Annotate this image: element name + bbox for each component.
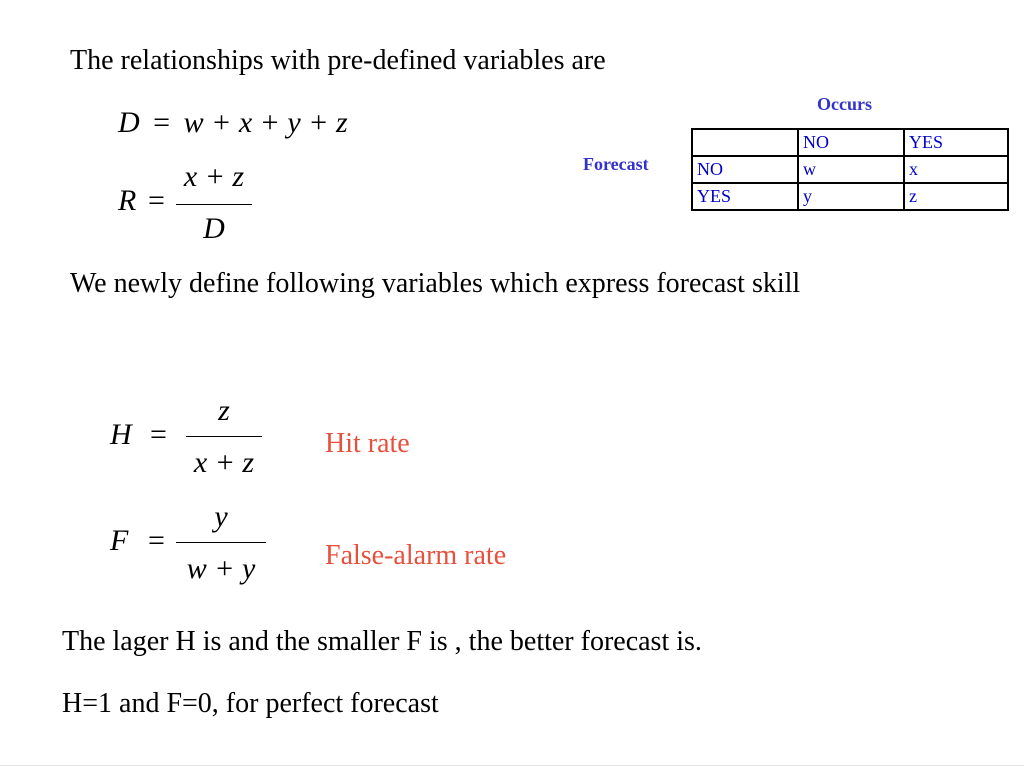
eq-h-lhs: H — [110, 418, 132, 451]
table-header-cell: YES — [904, 129, 1008, 156]
eq-d-lhs: D — [118, 106, 140, 139]
table-cell: y — [798, 183, 904, 210]
bottom-divider — [0, 765, 1024, 766]
eq-r-denominator: D — [203, 212, 225, 245]
eq-d-rhs: w + x + y + z — [183, 106, 348, 139]
intro-text: The relationships with pre-defined variables are — [70, 45, 606, 76]
conclusion-line-1: The lager H is and the smaller F is , the better forecast is. — [62, 626, 702, 657]
conclusion-line-2: H=1 and F=0, for perfect forecast — [62, 688, 439, 719]
eq-f-numerator: y — [214, 500, 228, 533]
table-header-row — [692, 129, 1008, 156]
eq-h-denominator: x + z — [193, 446, 255, 479]
table-cell: z — [904, 183, 1008, 210]
eq-h-numerator: z — [218, 394, 230, 427]
table-header-cell: NO — [798, 129, 904, 156]
eq-r-lhs: R — [118, 184, 137, 217]
contingency-table — [691, 128, 1009, 211]
false-alarm-rate-label: False-alarm rate — [325, 540, 507, 571]
occurs-label: Occurs — [817, 94, 872, 114]
eq-r-fraction-bar — [176, 204, 252, 205]
define-text: We newly define following variables which express forecast skill — [70, 268, 801, 299]
eq-h-equals: = — [150, 418, 167, 451]
table-cell: w — [798, 156, 904, 183]
eq-f-fraction-bar — [176, 542, 266, 543]
eq-f-lhs: F — [110, 524, 129, 557]
table-row — [692, 183, 1008, 210]
table-row-header: NO — [692, 156, 798, 183]
table-cell: x — [904, 156, 1008, 183]
table-row-header: YES — [692, 183, 798, 210]
eq-f-denominator: w + y — [186, 552, 256, 585]
table-row — [692, 156, 1008, 183]
equation-d — [118, 106, 348, 140]
hit-rate-label: Hit rate — [325, 428, 410, 459]
eq-f-equals: = — [148, 524, 165, 557]
eq-d-equals: = — [153, 106, 171, 139]
eq-h-fraction-bar — [186, 436, 262, 437]
forecast-label: Forecast — [583, 154, 649, 174]
table-header-cell — [692, 129, 798, 156]
eq-r-numerator: x + z — [183, 160, 245, 193]
eq-r-equals: = — [148, 184, 165, 217]
